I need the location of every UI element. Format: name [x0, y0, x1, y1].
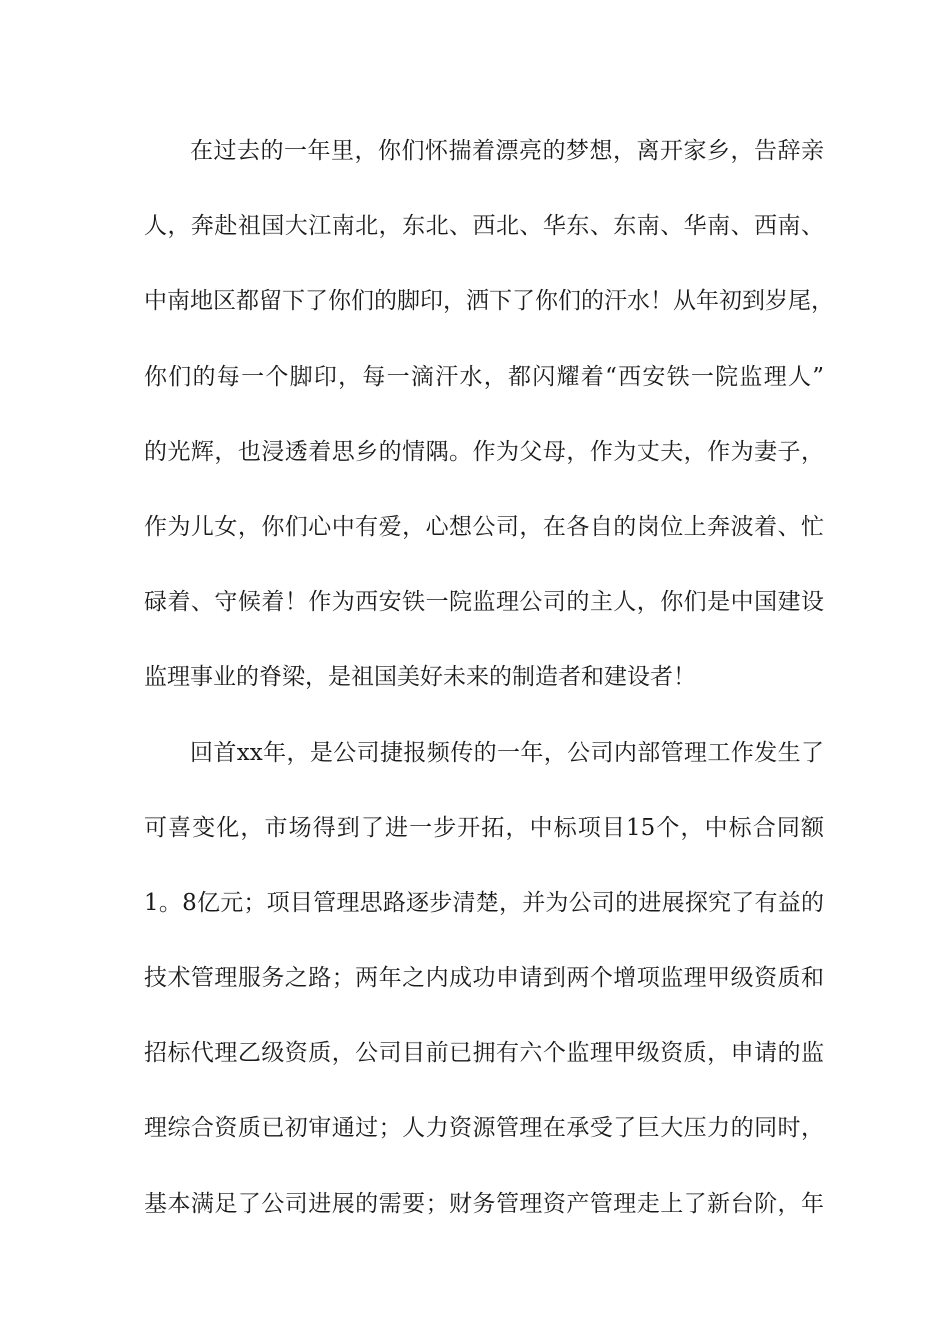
text-line: 人，奔赴祖国大江南北，东北、西北、华东、东南、华南、西南、: [144, 213, 824, 240]
paragraph-1: [144, 132, 834, 696]
text-line: 在过去的一年里，你们怀揣着漂亮的梦想，离开家乡，告辞亲: [190, 138, 824, 164]
text-line: 你们的每一个脚印，每一滴汗水，都闪耀着“西安铁一院监理人”: [144, 363, 824, 390]
text-line: 理综合资质已初审通过；人力资源管理在承受了巨大压力的同时，: [144, 1115, 824, 1142]
text-line: 回首xx年，是公司捷报频传的一年，公司内部管理工作发生了: [190, 739, 824, 766]
text-line: 的光辉，也浸透着思乡的情隅。作为父母，作为丈夫，作为妻子，: [144, 438, 824, 465]
text-line: 可喜变化，市场得到了进一步开拓，中标项目15个，中标合同额: [144, 814, 824, 841]
text-line: 碌着、守候着！作为西安铁一院监理公司的主人，你们是中国建设: [144, 589, 824, 616]
text-line: 作为儿女，你们心中有爱，心想公司，在各自的岗位上奔波着、忙: [144, 513, 824, 540]
paragraph-2: [144, 734, 824, 1223]
body-text: [144, 132, 834, 1260]
text-line: 监理事业的脊梁，是祖国美好未来的制造者和建设者！: [144, 664, 696, 691]
text-line: 基本满足了公司进展的需要；财务管理资产管理走上了新台阶，年: [144, 1190, 824, 1217]
text-line: 中南地区都留下了你们的脚印，洒下了你们的汗水！从年初到岁尾，: [144, 288, 834, 315]
text-line: 招标代理乙级资质，公司目前已拥有六个监理甲级资质，申请的监: [144, 1040, 824, 1067]
text-line: 1。8亿元；项目管理思路逐步清楚，并为公司的进展探究了有益的: [144, 889, 824, 916]
text-line: 技术管理服务之路；两年之内成功申请到两个增项监理甲级资质和: [144, 965, 824, 992]
